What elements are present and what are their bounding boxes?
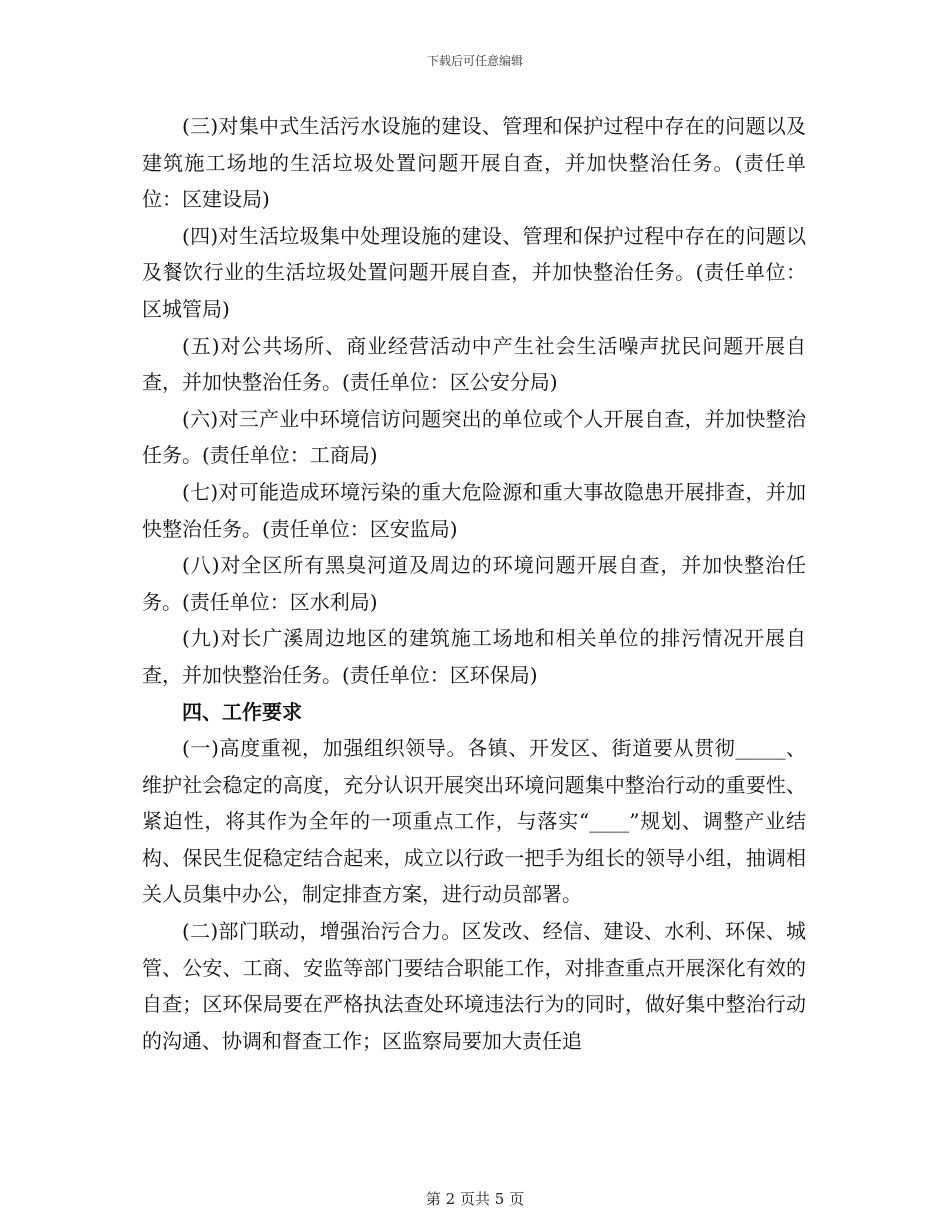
page-header: 下载后可任意编辑 <box>426 54 523 68</box>
page-footer: 第 2 页共 5 页 <box>425 1190 525 1208</box>
section-heading: 四、工作要求 <box>182 699 302 724</box>
document-body <box>142 108 806 1059</box>
paragraph-item-8: (八)对全区所有黑臭河道及周边的环境问题开展自查，并加快整治任务。(责任单位：区水利局) <box>142 553 806 614</box>
paragraph-item-9: (九)对长广溪周边地区的建筑施工场地和相关单位的排污情况开展自查，并加快整治任务。(责任单位：区环保局) <box>142 626 806 687</box>
requirement-paragraph-2: (二)部门联动，增强治污合力。区发改、经信、建设、水利、环保、城管、公安、工商、安监等部门要结合职能工作，对排查重点开展深化有效的自查；区环保局要在严格执法查处环境违法行为的同时，做好集中整治行动的沟通、协调和督查工作；区监察局要加大责任追 <box>142 919 806 1053</box>
paragraph-item-5: (五)对公共场所、商业经营活动中产生社会生活噪声扰民问题开展自查，并加快整治任务。(责任单位：区公安分局) <box>142 333 806 395</box>
paragraph-item-3: (三)对集中式生活污水设施的建设、管理和保护过程中存在的问题以及建筑施工场地的生活垃圾处置问题开展自查，并加快整治任务。(责任单位：区建设局) <box>142 114 806 212</box>
paragraph-item-6: (六)对三产业中环境信访问题突出的单位或个人开展自查，并加快整治任务。(责任单位：工商局) <box>142 406 806 468</box>
requirement-paragraph-1: (一)高度重视，加强组织领导。各镇、开发区、街道要从贯彻_____、维护社会稳定的高度，充分认识开展突出环境问题集中整治行动的重要性、紧迫性，将其作为全年的一项重点工作，与落实“____”规划、调整产业结构、保民生促稳定结合起来，成立以行政一把手为组长的领导小组，抽调相关人员集中办公，制定排查方案，进行动员部署。 <box>142 736 806 907</box>
paragraph-item-4: (四)对生活垃圾集中处理设施的建设、管理和保护过程中存在的问题以及餐饮行业的生活垃圾处置问题开展自查，并加快整治任务。(责任单位：区城管局) <box>142 223 806 321</box>
paragraph-item-7: (七)对可能造成环境污染的重大危险源和重大事故隐患开展排查，并加快整治任务。(责任单位：区安监局) <box>142 479 806 541</box>
